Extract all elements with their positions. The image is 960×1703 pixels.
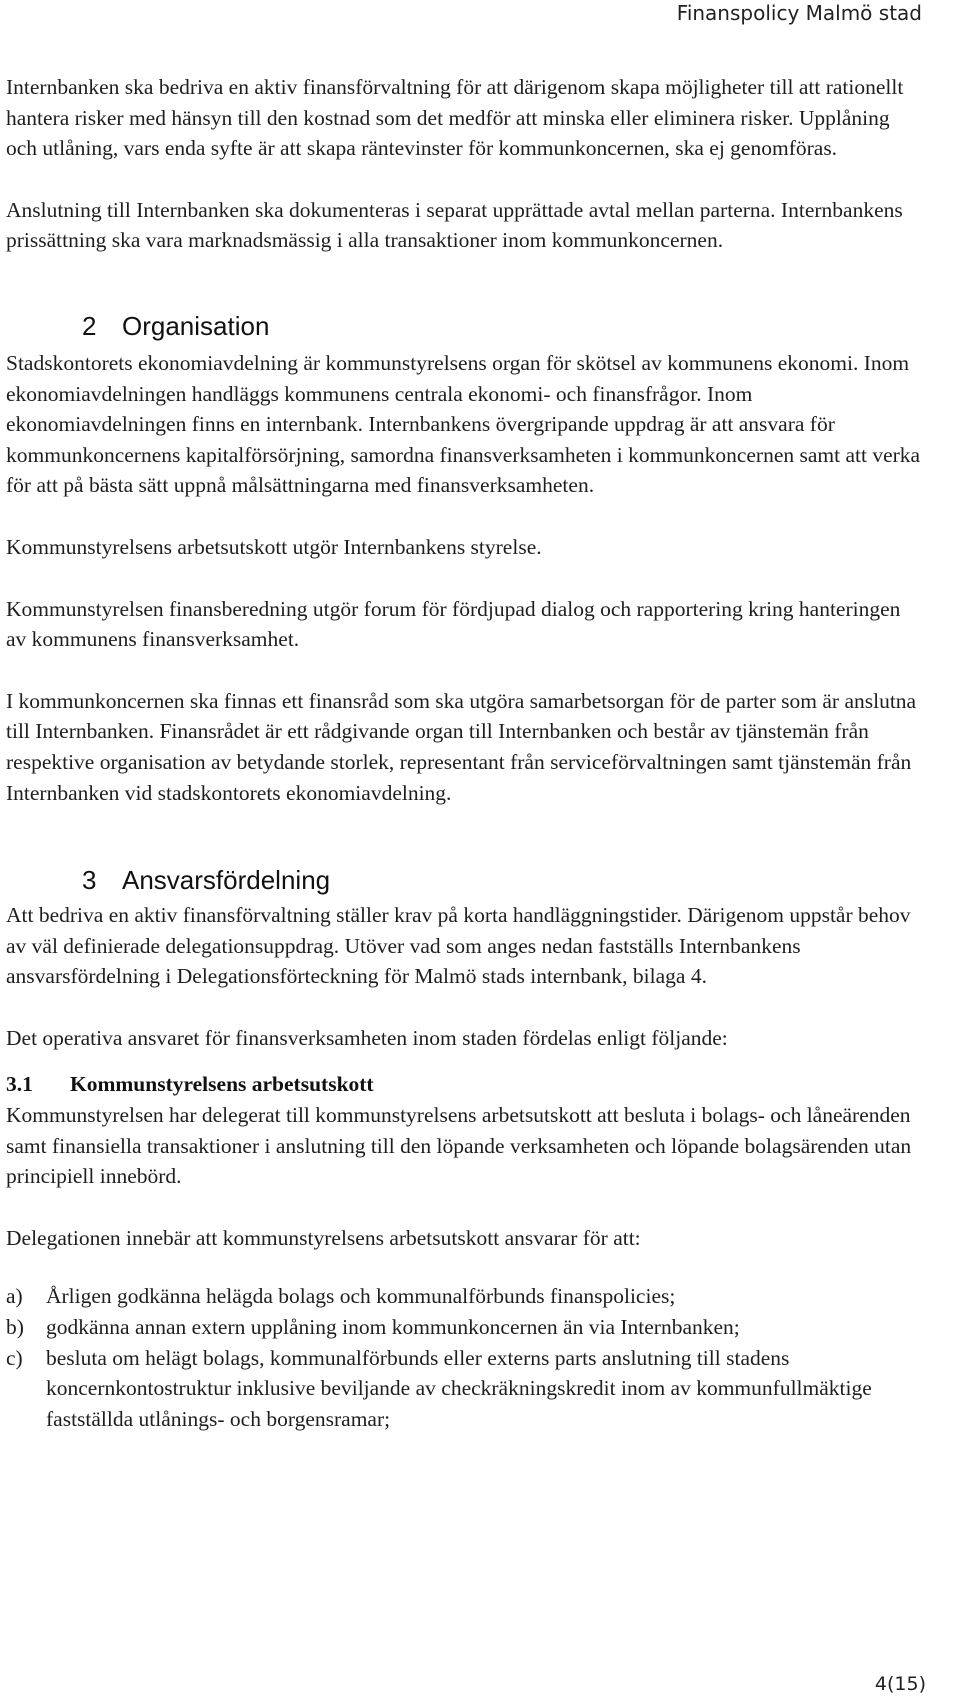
section-3-number: 3 [82, 865, 97, 896]
subsection-3-1-paragraph-1: Kommunstyrelsen har delegerat till kommunstyrelsens arbetsutskott att besluta i bolags- och låneärenden samt finansiella transaktioner i anslutning till den löpande verksamheten och löpande bolagsärenden utan principiell innebörd. [6, 1103, 912, 1189]
section-3-title: Ansvarsfördelning [122, 865, 331, 896]
list-item-marker: b) [6, 1315, 24, 1340]
subsection-3-1-number: 3.1 [6, 1072, 33, 1097]
section-2-title: Organisation [122, 310, 270, 341]
intro-paragraph-1: Internbanken ska bedriva en aktiv finansförvaltning för att därigenom skapa möjligheter till att rationellt hantera risker med hänsyn till den kostnad som det medför att minska eller eliminera risker. Upplåning och utlåning, vars enda syfte är att skapa räntevinster för kommunkoncernen, ska ej genomföras. [6, 75, 904, 161]
list-item [6, 1312, 926, 1343]
subsection-3-1-title: Kommunstyrelsens arbetsutskott [70, 1072, 374, 1097]
section-3-paragraph-2: Det operativa ansvaret för finansverksamheten inom staden fördelas enligt följande: [6, 1025, 728, 1050]
list-item [6, 1281, 926, 1312]
intro-paragraph-2: Anslutning till Internbanken ska dokumenteras i separat upprättade avtal mellan parterna. Internbankens prissättning ska vara marknadsmässig i alla transaktioner inom kommunkoncernen. [6, 197, 903, 253]
list-item-marker: c) [6, 1345, 23, 1370]
section-2-paragraph-4: I kommunkoncernen ska finnas ett finansråd som ska utgöra samarbetsorgan för de parter som är anslutna till Internbanken. Finansrådet är ett rådgivande organ till Internbanken och består av tjänstemän från respektive organisation av betydande storlek, representant från serviceförvaltningen samt tjänstemän från Internbanken vid stadskontorets ekonomiavdelning. [6, 688, 917, 805]
section-2-paragraph-2: Kommunstyrelsens arbetsutskott utgör Internbankens styrelse. [6, 534, 542, 559]
delegation-list [6, 1281, 926, 1434]
list-item-text: godkänna annan extern upplåning inom kommunkoncernen än via Internbanken; [46, 1315, 740, 1340]
page-number: 4(15) [874, 1673, 926, 1695]
section-2-heading [6, 308, 926, 344]
subsection-3-1-heading [6, 1069, 926, 1100]
list-item-text: Årligen godkänna helägda bolags och kommunalförbunds finanspolicies; [46, 1284, 676, 1309]
subsection-3-1-paragraph-2: Delegationen innebär att kommunstyrelsens arbetsutskott ansvarar för att: [6, 1225, 641, 1250]
section-3-heading [6, 862, 926, 898]
list-item-text: besluta om helägt bolags, kommunalförbunds eller externs parts anslutning till stadens koncernkontostruktur inklusive beviljande av checkräkningskredit inom av kommunfullmäktige fastställda utlånings- och borgensramar; [46, 1345, 872, 1431]
list-item-marker: a) [6, 1284, 23, 1309]
list-item [6, 1343, 926, 1435]
section-3-paragraph-1: Att bedriva en aktiv finansförvaltning ställer krav på korta handläggningstider. Därigenom uppstår behov av väl definierade delegationsuppdrag. Utöver vad som anges nedan fastställs Internbankens ansvarsfördelning i Delegationsförteckning för Malmö stads internbank, bilaga 4. [6, 903, 911, 989]
section-2-paragraph-3: Kommunstyrelsen finansberedning utgör forum för fördjupad dialog och rapportering kring hanteringen av kommunens finansverksamhet. [6, 596, 901, 652]
section-2-number: 2 [82, 310, 97, 341]
section-2-paragraph-1: Stadskontorets ekonomiavdelning är kommunstyrelsens organ för skötsel av kommunens ekonomi. Inom ekonomiavdelningen handläggs kommunens centrala ekonomi- och finansfrågor. Inom ekonomiavdelningen finns en internbank. Internbankens övergripande uppdrag är att ansvara för kommunkoncernens kapitalförsörjning, samordna finansverksamheten i kommunkoncernen samt att verka för att på bästa sätt uppnå målsättningarna med finansverksamheten. [6, 350, 921, 498]
running-header: Finanspolicy Malmö stad [676, 1, 922, 25]
document-body [6, 72, 926, 1434]
